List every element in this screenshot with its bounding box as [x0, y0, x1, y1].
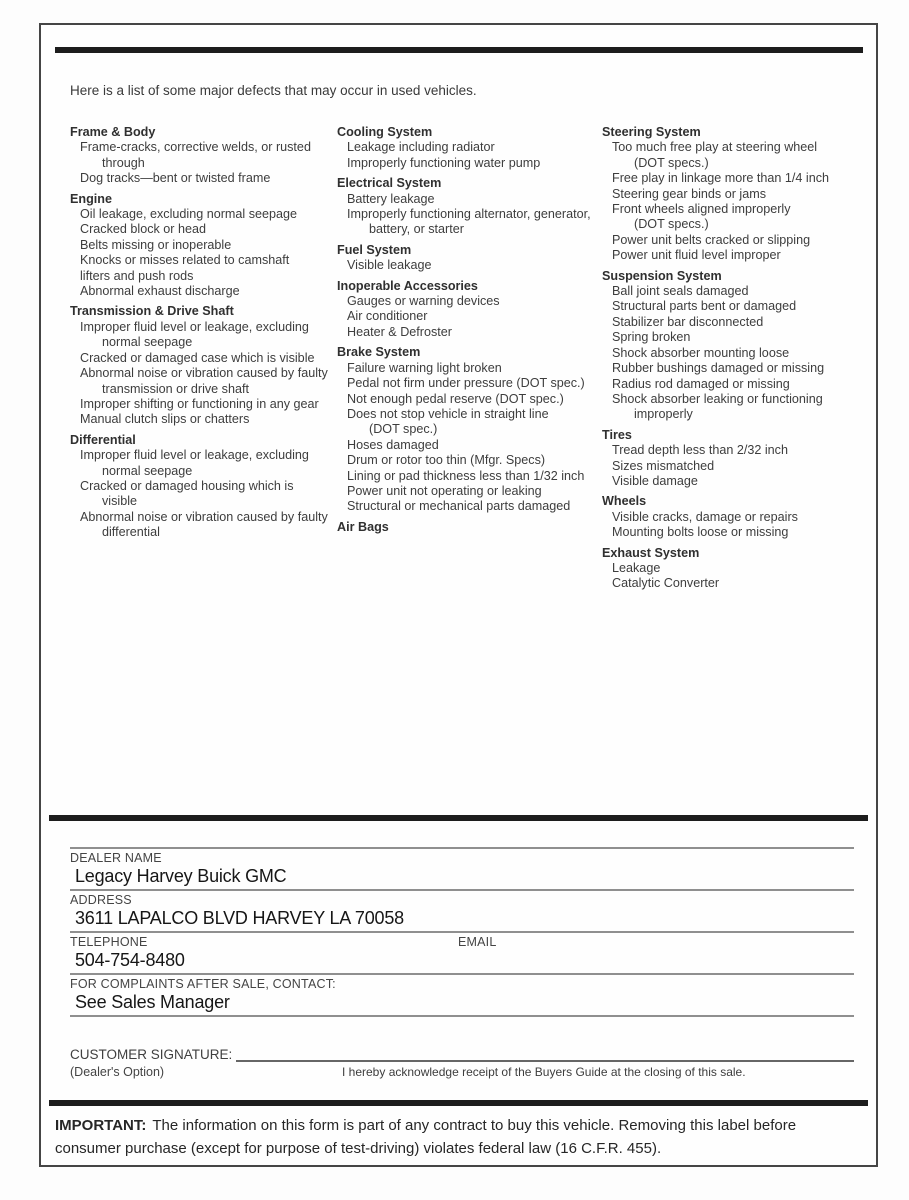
defect-item: Abnormal noise or vibration caused by faulty differential [80, 509, 328, 540]
defect-item: Battery leakage [347, 191, 435, 206]
defect-section [337, 125, 602, 171]
defect-item: Abnormal noise or vibration caused by faulty transmission or drive shaft [80, 366, 328, 396]
complaints-field [70, 973, 854, 1017]
telephone-email-labels [70, 935, 854, 950]
defect-section [602, 428, 872, 490]
defect-section-title: Fuel System [337, 242, 412, 257]
important-text: The information on this form is part of any contract to buy this vehicle. Removing this label before consumer purchase (except for purpose of test-driving) violates federal law (16 C.F.R. 455). [55, 1117, 797, 1157]
defect-section [602, 269, 872, 423]
defect-section-title: Tires [602, 427, 632, 442]
defect-item: Front wheels aligned improperly (DOT specs.) [612, 202, 791, 232]
buyers-guide-page [39, 23, 878, 1167]
defect-item: Sizes mismatched [612, 458, 715, 473]
signature-line [236, 1046, 854, 1062]
defect-item: Drum or rotor too thin (Mfgr. Specs) [347, 453, 546, 468]
defect-item: Frame-cracks, corrective welds, or rusted through [80, 140, 311, 170]
bottom-divider-rule [49, 1100, 868, 1106]
dealer-name-value: Legacy Harvey Buick GMC [75, 866, 287, 886]
defect-section-title: Cooling System [337, 125, 433, 139]
defect-item: Oil leakage, excluding normal seepage [80, 207, 298, 222]
defect-item: Knocks or misses related to camshaft lifters and push rods [80, 253, 290, 283]
defect-section [70, 304, 337, 427]
defect-section-title: Wheels [602, 494, 647, 509]
defect-item: Spring broken [612, 330, 691, 345]
signature-subtext-row [70, 1065, 854, 1079]
email-label: EMAIL [458, 935, 497, 949]
middle-divider-rule [49, 815, 868, 821]
top-divider-rule [55, 47, 863, 53]
dealer-name-field [70, 847, 854, 889]
dealer-fields [70, 847, 854, 1017]
defect-section-title: Air Bags [337, 519, 389, 534]
dealers-option-note: (Dealer's Option) [70, 1065, 165, 1079]
defect-item: Leakage [612, 560, 661, 575]
defect-section-title: Suspension System [602, 268, 722, 283]
defect-item: Mounting bolts loose or missing [612, 525, 789, 540]
defect-item: Improper fluid level or leakage, excluding normal seepage [80, 319, 309, 350]
defect-section-title: Differential [70, 432, 136, 447]
defect-item: Shock absorber leaking or functioning improperly [612, 391, 823, 422]
defect-section-title: Brake System [337, 345, 421, 360]
defect-section [70, 192, 337, 300]
customer-signature-row [70, 1046, 854, 1062]
dealer-name-label: DEALER NAME [70, 851, 162, 865]
defect-section [602, 494, 872, 540]
defect-section [337, 279, 602, 341]
intro-text: Here is a list of some major defects that may occur in used vehicles. [70, 83, 477, 98]
defect-item: Ball joint seals damaged [612, 284, 749, 299]
defect-section-title: Steering System [602, 125, 701, 139]
defect-item: Power unit belts cracked or slipping [612, 232, 811, 247]
important-notice [55, 1115, 856, 1160]
defect-section-title: Electrical System [337, 176, 442, 191]
defect-column-1 [70, 125, 337, 597]
defect-item: Pedal not firm under pressure (DOT spec.) [347, 376, 585, 391]
defect-item: Not enough pedal reserve (DOT spec.) [347, 391, 564, 406]
complaints-value: See Sales Manager [75, 992, 230, 1012]
defect-section [602, 546, 872, 592]
defect-item: Manual clutch slips or chatters [80, 412, 250, 427]
defect-section [337, 176, 602, 238]
defect-item: Free play in linkage more than 1/4 inch [612, 171, 830, 186]
defect-item: Improper shifting or functioning in any gear [80, 396, 319, 411]
defect-item: Improper fluid level or leakage, excluding normal seepage [80, 448, 309, 478]
defect-item: Gauges or warning devices [347, 294, 500, 309]
defect-section-title: Transmission & Drive Shaft [70, 304, 234, 319]
defect-item: Radius rod damaged or missing [612, 376, 790, 391]
defect-item: Tread depth less than 2/32 inch [612, 443, 788, 458]
acknowledgment-text: I hereby acknowledge receipt of the Buyers Guide at the closing of this sale. [342, 1065, 746, 1079]
defect-item: Heater & Defroster [347, 324, 452, 339]
defect-item: Stabilizer bar disconnected [612, 314, 764, 329]
defect-column-2 [337, 125, 602, 597]
defect-item: Abnormal exhaust discharge [80, 284, 240, 299]
defect-item: Visible damage [612, 473, 698, 488]
defect-item: Lining or pad thickness less than 1/32 inch [347, 468, 585, 483]
defect-section [337, 243, 602, 274]
defect-item: Air conditioner [347, 309, 428, 324]
customer-signature-label: CUSTOMER SIGNATURE: [70, 1047, 233, 1062]
defect-item: Cracked or damaged housing which is visible [80, 478, 294, 509]
complaints-label: FOR COMPLAINTS AFTER SALE, CONTACT: [70, 977, 336, 991]
defect-item: Improperly functioning alternator, generator, battery, or starter [347, 207, 591, 237]
defect-item: Cracked or damaged case which is visible [80, 350, 315, 365]
defect-item: Belts missing or inoperable [80, 237, 232, 252]
defect-item: Rubber bushings damaged or missing [612, 361, 825, 376]
defect-item: Steering gear binds or jams [612, 186, 767, 201]
defect-section-title: Inoperable Accessories [337, 278, 478, 293]
address-value: 3611 LAPALCO BLVD HARVEY LA 70058 [75, 908, 404, 928]
defect-section [70, 433, 337, 541]
defect-section [70, 125, 337, 187]
defect-item: Failure warning light broken [347, 360, 502, 375]
defects-list [70, 125, 872, 597]
defect-item: Catalytic Converter [612, 576, 720, 591]
defect-item: Hoses damaged [347, 437, 439, 452]
defect-item: Cracked block or head [80, 222, 207, 237]
defect-item: Structural or mechanical parts damaged [347, 499, 571, 514]
defect-section [337, 520, 602, 535]
defect-item: Leakage including radiator [347, 140, 495, 155]
defect-item: Power unit not operating or leaking [347, 483, 542, 498]
defect-section-title: Engine [70, 191, 112, 206]
telephone-email-field [70, 931, 854, 973]
defect-item: Dog tracks—bent or twisted frame [80, 171, 271, 186]
defect-item: Shock absorber mounting loose [612, 345, 790, 360]
defect-section [337, 345, 602, 514]
defect-section-title: Frame & Body [70, 125, 156, 139]
defect-item: Too much free play at steering wheel (DOT specs.) [612, 140, 818, 170]
defect-column-3 [602, 125, 872, 597]
defect-section [602, 125, 872, 264]
defect-item: Power unit fluid level improper [612, 248, 781, 263]
telephone-value: 504-754-8480 [75, 950, 185, 970]
dealer-form-section [41, 815, 876, 1160]
defect-item: Visible leakage [347, 258, 432, 273]
telephone-label: TELEPHONE [70, 935, 148, 949]
address-field [70, 889, 854, 931]
defect-item: Does not stop vehicle in straight line (DOT spec.) [347, 406, 549, 437]
defect-item: Improperly functioning water pump [347, 155, 541, 170]
defect-item: Structural parts bent or damaged [612, 299, 797, 314]
defect-section-title: Exhaust System [602, 545, 700, 560]
address-label: ADDRESS [70, 893, 132, 907]
defect-item: Visible cracks, damage or repairs [612, 509, 798, 524]
important-label: IMPORTANT: [55, 1117, 147, 1134]
